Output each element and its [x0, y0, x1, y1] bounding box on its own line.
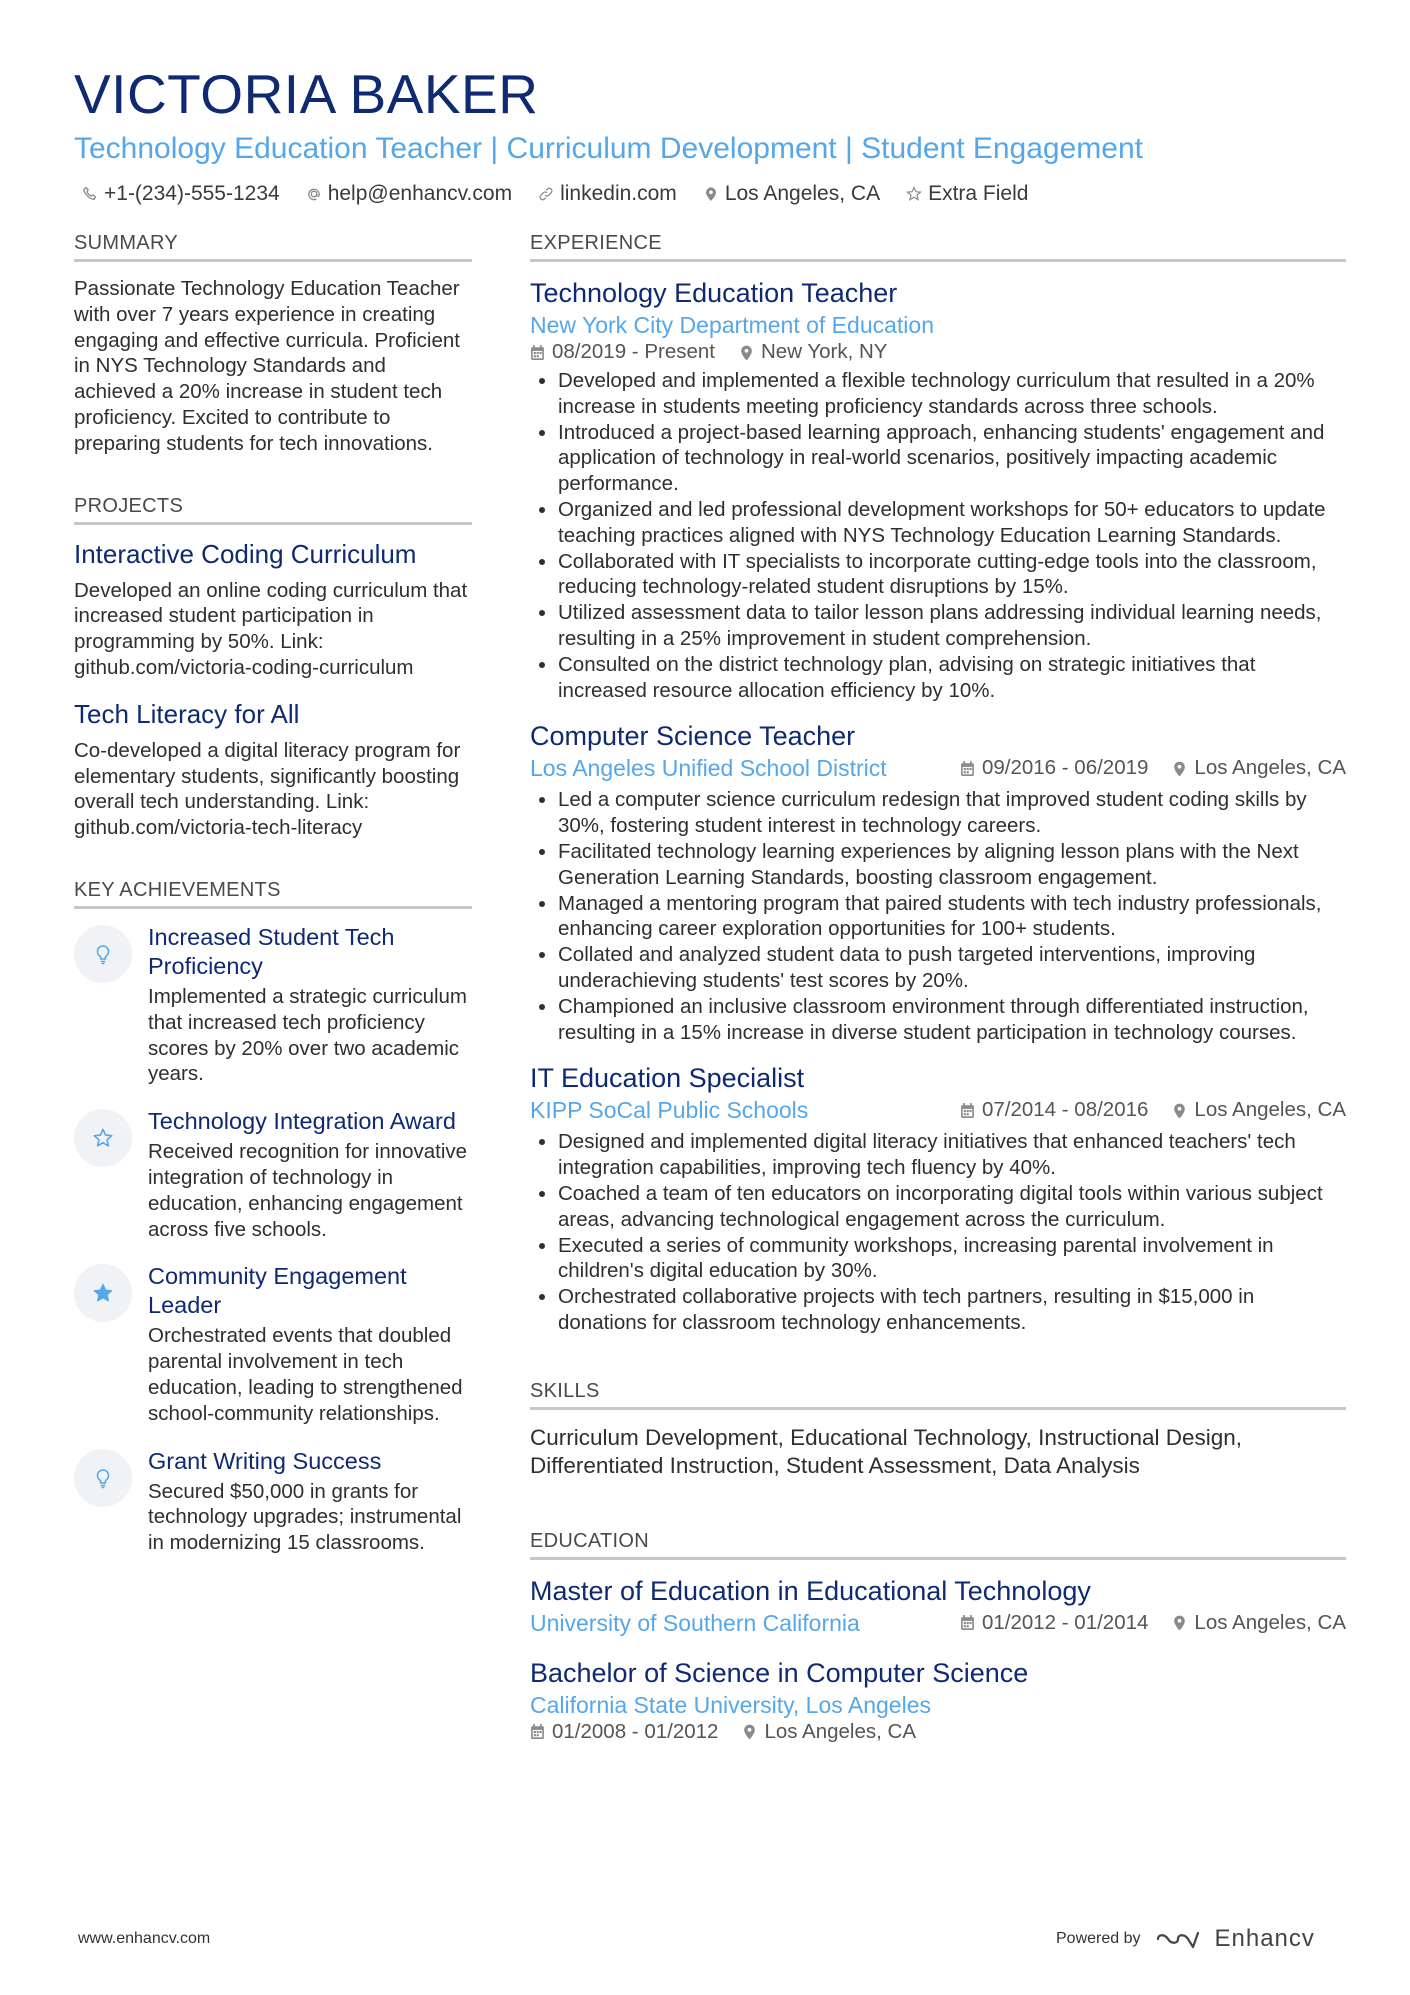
achievement-title: Grant Writing Success [148, 1447, 382, 1474]
list-item: • Consulted on the district technology plan, advising on strategic initiatives that increased resource allocation efficiency by 10%. [558, 652, 1346, 704]
list-item: • Orchestrated collaborative projects with tech partners, resulting in $15,000 in donations for classroom technology enhancements. [558, 1284, 1346, 1336]
achievement-description: Received recognition for innovative integration of technology in education, enhancing engagement across five schools. [148, 1140, 468, 1241]
contact-extra: Extra Field [906, 182, 1028, 206]
job-meta [960, 1098, 1346, 1122]
achievement-item [74, 1447, 472, 1556]
contact-bar [74, 182, 1346, 206]
job-title: IT Education Specialist [530, 1063, 805, 1094]
degree-title: Master of Education in Educational Technology [530, 1575, 1091, 1606]
achievement-item [74, 923, 472, 1087]
list-item: • Executed a series of community workshops, increasing parental involvement in children's digital education by 30%. [558, 1233, 1346, 1285]
section-title-experience: EXPERIENCE [530, 232, 1346, 262]
brand-name: Enhancv [1214, 1925, 1315, 1952]
job-dates: 07/2014 - 08/2016 [981, 1098, 1149, 1122]
achievement-item [74, 1107, 472, 1242]
contact-linkedin[interactable]: linkedin.com [538, 182, 677, 206]
achievement-item [74, 1262, 472, 1426]
education-meta [530, 1720, 1346, 1744]
list-item: • Facilitated technology learning experiences by aligning lesson plans with the Next Generation Learning Standards, boosting classroom engagement. [558, 839, 1346, 891]
job-company: KIPP SoCal Public Schools [530, 1097, 809, 1124]
job-meta [530, 340, 1346, 364]
achievement-description: Orchestrated events that doubled parental involvement in tech education, leading to strengthened school-community relationships. [148, 1324, 463, 1425]
education-item [530, 1574, 1346, 1638]
school-name: California State University, Los Angeles [530, 1691, 931, 1718]
summary-text: Passionate Technology Education Teacher with over 7 years experience in creating engaging and effective curricula. Proficient in NYS Technology Standards and achieved a 20% increase in student tech proficiency. Excited to contribute to preparing students for tech innovations. [74, 277, 460, 455]
skills-section [530, 1380, 1346, 1480]
phone-icon [82, 186, 98, 202]
education-dates: 01/2008 - 01/2012 [552, 1719, 719, 1743]
candidate-headline: Technology Education Teacher | Curriculum Development | Student Engagement [74, 132, 1143, 165]
section-title-summary: SUMMARY [74, 232, 472, 262]
location-pin-icon [703, 186, 719, 202]
calendar-icon [960, 1614, 975, 1631]
right-column [530, 232, 1346, 1762]
job-location: New York, NY [760, 340, 888, 363]
project-title: Interactive Coding Curriculum [74, 538, 417, 569]
education-dates: 01/2012 - 01/2014 [981, 1610, 1149, 1634]
footer-website[interactable]: www.enhancv.com [78, 1930, 211, 1947]
section-title-projects: PROJECTS [74, 495, 472, 525]
location-pin-icon [1172, 1614, 1187, 1631]
education-meta [960, 1611, 1346, 1635]
experience-section [530, 232, 1346, 1336]
left-column [74, 232, 472, 1762]
achievement-title: Community Engagement Leader [148, 1263, 407, 1319]
list-item: • Organized and led professional development workshops for 50+ educators to update teaching practices aligned with NYS Technology Education Learning Standards. [558, 497, 1346, 549]
education-section [530, 1530, 1346, 1744]
list-item: • Collaborated with IT specialists to incorporate cutting-edge tools into the classroom, reducing technology-related student disruptions by 15%. [558, 549, 1346, 601]
achievement-description: Secured $50,000 in grants for technology upgrades; instrumental in modernizing 15 classrooms. [148, 1479, 462, 1555]
calendar-icon [530, 1723, 545, 1740]
project-title: Tech Literacy for All [74, 698, 300, 729]
contact-phone[interactable]: +1-(234)-555-1234 [82, 182, 280, 206]
location-pin-icon [742, 1723, 757, 1740]
job-bullets [530, 787, 1346, 1045]
summary-section [74, 232, 472, 457]
enhancv-logo-icon [1155, 1927, 1201, 1951]
location-pin-icon [1172, 760, 1187, 777]
calendar-icon [960, 1102, 975, 1119]
achievements-section [74, 879, 472, 1556]
list-item: • Led a computer science curriculum redesign that improved student coding skills by 30%, fostering student interest in technology careers. [558, 787, 1346, 839]
job-title: Computer Science Teacher [530, 721, 856, 752]
list-item: • Championed an inclusive classroom environment through differentiated instruction, resulting in a 15% increase in diverse student participation in technology courses. [558, 994, 1346, 1046]
school-name: University of Southern California [530, 1609, 860, 1636]
lightbulb-icon [74, 925, 132, 983]
project-description: Developed an online coding curriculum that increased student participation in programming by 50%. Link: github.com/victoria-coding-curriculum [74, 578, 468, 679]
job-dates: 08/2019 - Present [552, 340, 715, 363]
resume-columns [74, 232, 1346, 1762]
section-title-skills: SKILLS [530, 1380, 1346, 1410]
link-icon [538, 186, 554, 202]
achievement-title: Technology Integration Award [148, 1108, 456, 1135]
lightbulb-icon [74, 1449, 132, 1507]
section-title-education: EDUCATION [530, 1530, 1346, 1560]
project-description: Co-developed a digital literacy program for elementary students, significantly boosting overall tech understanding. Link: github.com/victoria-tech-literacy [74, 738, 461, 840]
achievement-title: Increased Student Tech Proficiency [148, 923, 395, 979]
list-item: • Designed and implemented digital literacy initiatives that enhanced teachers' tech integration capabilities, improving tech fluency by 40%. [558, 1129, 1346, 1181]
list-item: • Developed and implemented a flexible technology curriculum that resulted in a 20% increase in students meeting proficiency standards across three schools. [558, 368, 1346, 420]
education-location: Los Angeles, CA [1194, 1610, 1346, 1634]
projects-section [74, 495, 472, 841]
degree-title: Bachelor of Science in Computer Science [530, 1657, 1029, 1688]
powered-by-label: Powered by [1056, 1930, 1141, 1947]
candidate-name: VICTORIA BAKER [74, 63, 539, 125]
education-location: Los Angeles, CA [764, 1719, 917, 1743]
calendar-icon [960, 760, 975, 777]
list-item: • Collated and analyzed student data to push targeted interventions, improving underachieving students' test scores by 20%. [558, 942, 1346, 994]
list-item: • Coached a team of ten educators on incorporating digital tools within various subject areas, advancing technological engagement across the curriculum. [558, 1181, 1346, 1233]
list-item: • Utilized assessment data to tailor lesson plans addressing individual learning needs, resulting in a 25% improvement in student comprehension. [558, 600, 1346, 652]
job-company: Los Angeles Unified School District [530, 755, 887, 782]
star-outline-icon [906, 186, 922, 202]
star-outline-icon [74, 1109, 132, 1167]
experience-item [530, 1061, 1346, 1335]
at-icon [306, 186, 322, 202]
list-item: • Introduced a project-based learning approach, enhancing students' engagement and application of technology in real-world scenarios, positively impacting academic performance. [558, 420, 1346, 497]
job-location: Los Angeles, CA [1194, 756, 1346, 780]
powered-by [1056, 1925, 1315, 1953]
calendar-icon [530, 344, 545, 361]
experience-item [530, 719, 1346, 1045]
education-item [530, 1656, 1346, 1744]
job-company: New York City Department of Education [530, 312, 934, 338]
skills-list: Curriculum Development, Educational Technology, Instructional Design, Differentiated Instruction, Student Assessment, Data Analysis [530, 1424, 1243, 1478]
section-title-achievements: KEY ACHIEVEMENTS [74, 879, 472, 909]
contact-location: Los Angeles, CA [703, 182, 880, 206]
job-title: Technology Education Teacher [530, 278, 898, 308]
list-item: • Managed a mentoring program that paired students with tech industry professionals, enhancing career exploration opportunities for 100+ students. [558, 891, 1346, 943]
job-location: Los Angeles, CA [1194, 1098, 1346, 1122]
contact-email[interactable]: help@enhancv.com [306, 182, 512, 206]
job-bullets [530, 1129, 1346, 1335]
job-meta [960, 756, 1346, 780]
job-dates: 09/2016 - 06/2019 [981, 756, 1149, 780]
job-bullets [530, 368, 1346, 703]
location-pin-icon [1172, 1102, 1187, 1119]
location-pin-icon [739, 344, 754, 361]
experience-item [530, 276, 1346, 703]
star-filled-icon [74, 1264, 132, 1322]
achievement-description: Implemented a strategic curriculum that increased tech proficiency scores by 20% over two academic years. [148, 984, 468, 1086]
resume-header [74, 60, 1346, 206]
